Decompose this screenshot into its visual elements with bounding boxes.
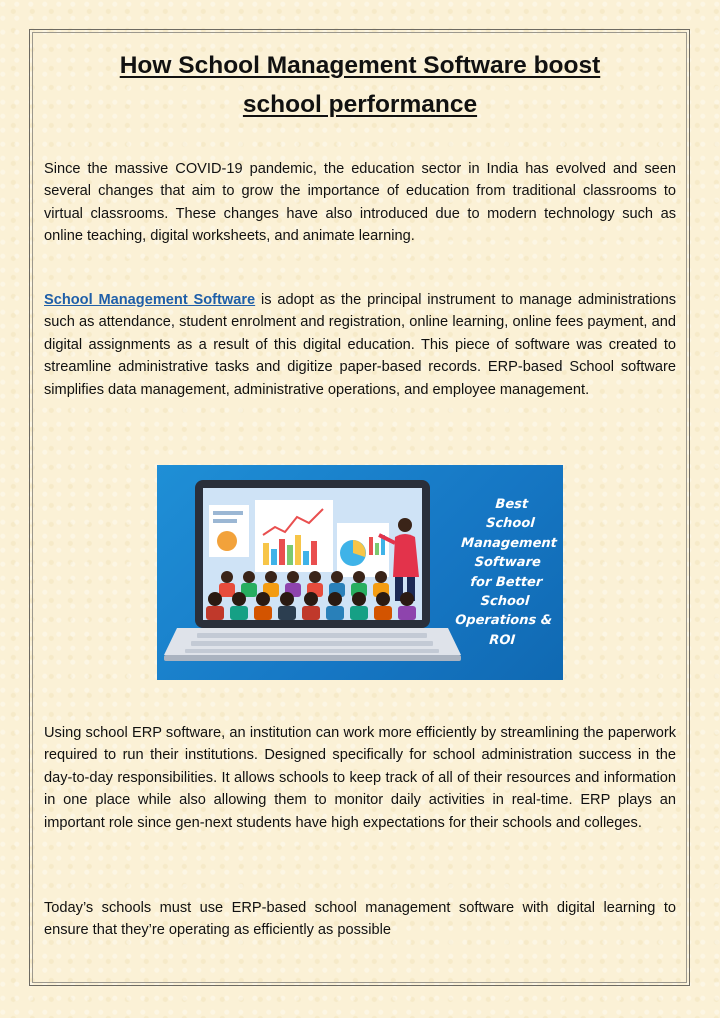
title-line-2: school performance <box>242 91 478 118</box>
title-line-1: How School Management Software boost <box>119 52 601 79</box>
paragraph-software-text: is adopt as the principal instrument to manage administrations such as attendance, student enrolment and registration, online learning, online fees payment, and digital assignments as a result of this digital education. This piece of software was created to streamline administrative tasks and digitize paper-based records. ERP-based School software simplifies data management, administrative operations, and employee management. <box>44 292 676 398</box>
paragraph-software <box>44 289 676 401</box>
banner-caption: Best School Management Software for Better School Operations & ROI <box>454 497 558 648</box>
paragraph-erp: Using school ERP software, an institution can work more efficiently by streamlining the paperwork required to run their institutions. Designed specifically for school administration success in the day-to-day responsibilities. It allows schools to keep track of all of their resources and information in one place while also allowing them to monitor daily activities in real-time. ERP plays an important role since gen-next students have high expectations for their schools and colleges. <box>44 725 676 831</box>
banner-image <box>157 465 563 680</box>
page-title <box>0 46 720 124</box>
school-management-software-link[interactable]: School Management Software <box>44 292 256 308</box>
paragraph-conclusion: Today’s schools must use ERP-based school management software with digital learning to ensure that they’re operating as efficiently as possible <box>44 900 676 939</box>
paragraph-intro: Since the massive COVID-19 pandemic, the education sector in India has evolved and seen several changes that aim to grow the importance of education from traditional classrooms to virtual classrooms. These changes have also introduced due to modern technology such as online teaching, digital worksheets, and animate learning. <box>44 161 676 245</box>
